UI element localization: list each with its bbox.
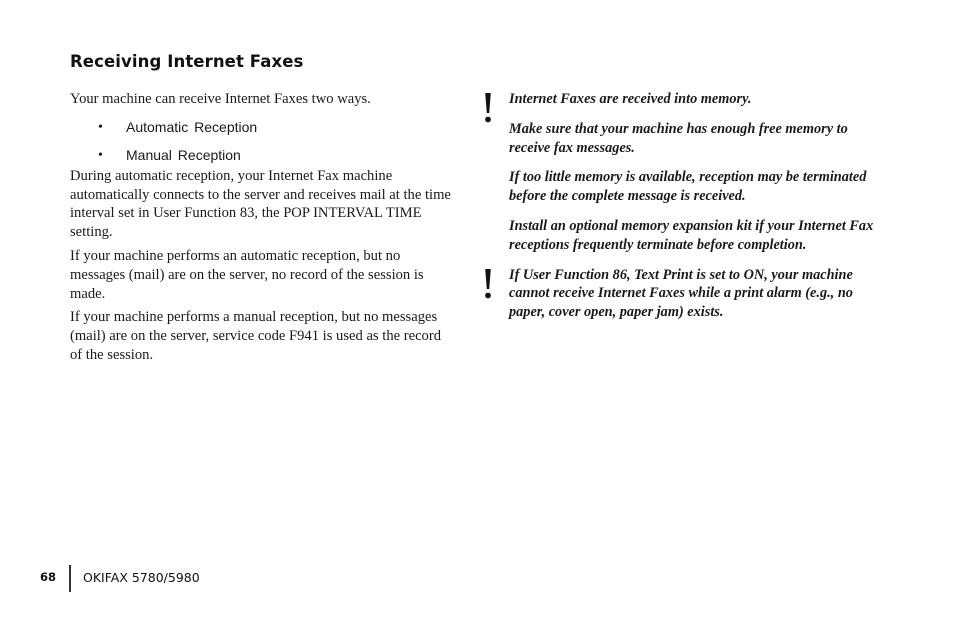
exclamation-icon xyxy=(482,268,494,300)
intro-paragraph: Your machine can receive Internet Faxes two ways. xyxy=(70,91,371,107)
note-paragraph: If too little memory is available, reception may be terminated before the complete message is received. xyxy=(509,169,867,205)
body-text-column xyxy=(70,90,456,370)
note-block xyxy=(474,90,874,255)
bullet-icon: • xyxy=(98,147,103,163)
bullet-icon: • xyxy=(98,119,103,135)
body-paragraph: During automatic reception, your Internet Fax machine automatically connects to the server and receives mail at the time interval set in User Function 83, the POP INTERVAL TIME setting. xyxy=(70,167,451,241)
note-paragraph: Internet Faxes are received into memory. xyxy=(509,91,752,107)
body-paragraph: If your machine performs a manual reception, but no messages (mail) are on the server, service code F941 is used as the record of the session. xyxy=(70,309,442,363)
reception-methods-list xyxy=(70,118,456,165)
page-number: 68 xyxy=(40,570,57,584)
footer-divider xyxy=(69,565,71,592)
list-item xyxy=(70,146,456,165)
list-item-label: Manual Reception xyxy=(126,146,241,163)
notes-column xyxy=(474,90,874,322)
product-title: OKIFAX 5780/5980 xyxy=(83,570,200,585)
list-item xyxy=(70,118,456,137)
note-block xyxy=(474,266,874,322)
note-paragraph: Make sure that your machine has enough free memory to receive fax messages. xyxy=(509,120,848,156)
body-paragraph: If your machine performs an automatic reception, but no messages (mail) are on the server, no record of the session is made. xyxy=(70,247,424,302)
list-item-label: Automatic Reception xyxy=(126,118,258,135)
exclamation-icon xyxy=(482,92,494,124)
note-paragraph: If User Function 86, Text Print is set to ON, your machine cannot receive Internet Faxes while a print alarm (e.g., no paper, cover open, paper jam) exists. xyxy=(509,266,853,321)
note-paragraph: Install an optional memory expansion kit if your Internet Fax receptions frequently terminate before completion. xyxy=(509,217,874,253)
page-title: Receiving Internet Faxes xyxy=(70,52,304,71)
